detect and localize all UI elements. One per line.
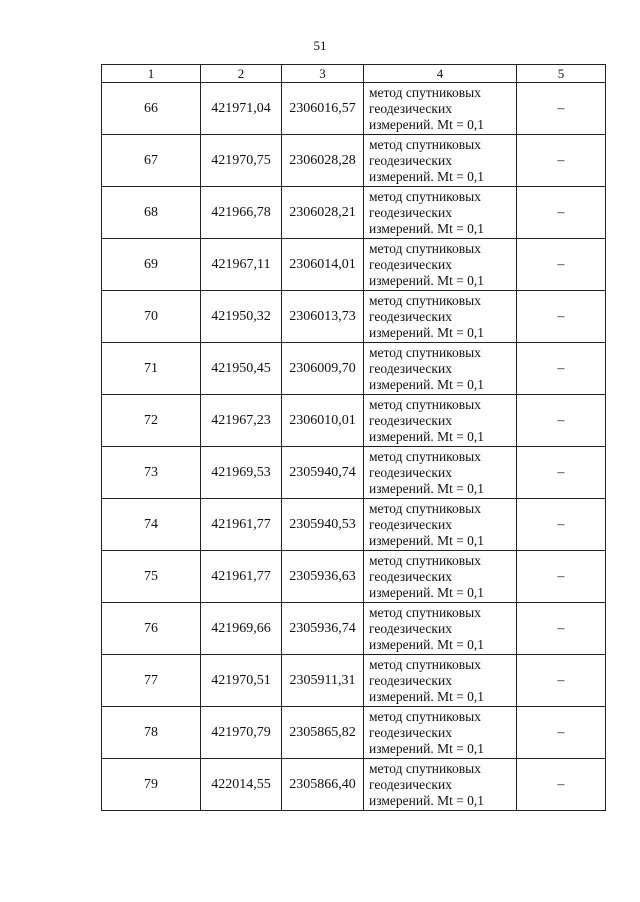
y-coordinate-cell: 2305940,53 — [282, 499, 364, 551]
x-coordinate-cell: 421967,11 — [201, 239, 282, 291]
method-line: геодезических — [369, 256, 452, 272]
y-coordinate-cell: 2306028,28 — [282, 135, 364, 187]
method-cell — [364, 187, 517, 239]
y-coordinate-cell: 2306009,70 — [282, 343, 364, 395]
method-line: измерений. Mt = 0,1 — [369, 220, 485, 236]
table-row — [102, 135, 606, 187]
table-row — [102, 655, 606, 707]
column-header-2: 2 — [201, 65, 282, 83]
table-row — [102, 83, 606, 135]
x-coordinate-cell: 421969,66 — [201, 603, 282, 655]
method-line: геодезических — [369, 568, 452, 584]
method-line: измерений. Mt = 0,1 — [369, 740, 485, 756]
table-row — [102, 447, 606, 499]
method-line: геодезических — [369, 516, 452, 532]
method-cell — [364, 135, 517, 187]
column-header-5: 5 — [517, 65, 606, 83]
x-coordinate-cell: 422014,55 — [201, 759, 282, 811]
method-line: геодезических — [369, 672, 452, 688]
note-cell: – — [517, 291, 606, 343]
point-number-cell: 77 — [102, 655, 201, 707]
note-cell: – — [517, 187, 606, 239]
method-line: метод спутниковых — [369, 188, 481, 204]
table-row — [102, 707, 606, 759]
method-cell — [364, 291, 517, 343]
table-row — [102, 239, 606, 291]
note-cell: – — [517, 603, 606, 655]
y-coordinate-cell: 2306016,57 — [282, 83, 364, 135]
method-cell — [364, 239, 517, 291]
point-number-cell: 74 — [102, 499, 201, 551]
point-number-cell: 69 — [102, 239, 201, 291]
y-coordinate-cell: 2305936,63 — [282, 551, 364, 603]
method-cell — [364, 499, 517, 551]
point-number-cell: 78 — [102, 707, 201, 759]
note-cell: – — [517, 499, 606, 551]
table-row — [102, 603, 606, 655]
table-row — [102, 291, 606, 343]
y-coordinate-cell: 2305865,82 — [282, 707, 364, 759]
method-cell — [364, 707, 517, 759]
x-coordinate-cell: 421967,23 — [201, 395, 282, 447]
method-line: метод спутниковых — [369, 448, 481, 464]
note-cell: – — [517, 759, 606, 811]
note-cell: – — [517, 239, 606, 291]
coordinates-table — [101, 64, 606, 811]
point-number-cell: 68 — [102, 187, 201, 239]
method-line: геодезических — [369, 776, 452, 792]
x-coordinate-cell: 421961,77 — [201, 551, 282, 603]
method-line: метод спутниковых — [369, 656, 481, 672]
method-line: измерений. Mt = 0,1 — [369, 272, 485, 288]
point-number-cell: 67 — [102, 135, 201, 187]
point-number-cell: 71 — [102, 343, 201, 395]
table-row — [102, 499, 606, 551]
x-coordinate-cell: 421966,78 — [201, 187, 282, 239]
point-number-cell: 72 — [102, 395, 201, 447]
method-cell — [364, 759, 517, 811]
method-line: геодезических — [369, 360, 452, 376]
table-row — [102, 759, 606, 811]
method-cell — [364, 447, 517, 499]
method-line: метод спутниковых — [369, 292, 481, 308]
method-line: геодезических — [369, 204, 452, 220]
x-coordinate-cell: 421950,32 — [201, 291, 282, 343]
method-line: геодезических — [369, 308, 452, 324]
method-line: геодезических — [369, 724, 452, 740]
point-number-cell: 76 — [102, 603, 201, 655]
note-cell: – — [517, 707, 606, 759]
method-cell — [364, 655, 517, 707]
method-cell — [364, 603, 517, 655]
note-cell: – — [517, 343, 606, 395]
method-cell — [364, 343, 517, 395]
method-line: измерений. Mt = 0,1 — [369, 116, 485, 132]
table-body — [102, 83, 606, 811]
x-coordinate-cell: 421969,53 — [201, 447, 282, 499]
header-row — [102, 65, 606, 83]
method-line: измерений. Mt = 0,1 — [369, 532, 485, 548]
method-line: измерений. Mt = 0,1 — [369, 584, 485, 600]
method-line: измерений. Mt = 0,1 — [369, 688, 485, 704]
y-coordinate-cell: 2305866,40 — [282, 759, 364, 811]
method-line: метод спутниковых — [369, 760, 481, 776]
method-line: метод спутниковых — [369, 552, 481, 568]
method-line: измерений. Mt = 0,1 — [369, 376, 485, 392]
point-number-cell: 70 — [102, 291, 201, 343]
x-coordinate-cell: 421970,75 — [201, 135, 282, 187]
y-coordinate-cell: 2305911,31 — [282, 655, 364, 707]
method-line: метод спутниковых — [369, 708, 481, 724]
method-line: измерений. Mt = 0,1 — [369, 636, 485, 652]
note-cell: – — [517, 551, 606, 603]
method-line: метод спутниковых — [369, 396, 481, 412]
point-number-cell: 66 — [102, 83, 201, 135]
method-cell — [364, 83, 517, 135]
x-coordinate-cell: 421971,04 — [201, 83, 282, 135]
method-line: метод спутниковых — [369, 344, 481, 360]
method-line: измерений. Mt = 0,1 — [369, 792, 485, 808]
method-line: геодезических — [369, 152, 452, 168]
method-line: геодезических — [369, 412, 452, 428]
x-coordinate-cell: 421961,77 — [201, 499, 282, 551]
note-cell: – — [517, 447, 606, 499]
method-line: метод спутниковых — [369, 500, 481, 516]
y-coordinate-cell: 2305936,74 — [282, 603, 364, 655]
table-row — [102, 551, 606, 603]
point-number-cell: 73 — [102, 447, 201, 499]
method-line: метод спутниковых — [369, 240, 481, 256]
method-line: геодезических — [369, 464, 452, 480]
point-number-cell: 75 — [102, 551, 201, 603]
x-coordinate-cell: 421970,79 — [201, 707, 282, 759]
column-header-1: 1 — [102, 65, 201, 83]
method-line: геодезических — [369, 620, 452, 636]
note-cell: – — [517, 655, 606, 707]
method-line: метод спутниковых — [369, 136, 481, 152]
table-row — [102, 187, 606, 239]
table-row — [102, 395, 606, 447]
table-row — [102, 343, 606, 395]
y-coordinate-cell: 2306010,01 — [282, 395, 364, 447]
method-line: метод спутниковых — [369, 84, 481, 100]
y-coordinate-cell: 2306028,21 — [282, 187, 364, 239]
page-number: 51 — [313, 38, 327, 53]
method-cell — [364, 551, 517, 603]
method-line: геодезических — [369, 100, 452, 116]
y-coordinate-cell: 2306013,73 — [282, 291, 364, 343]
y-coordinate-cell: 2305940,74 — [282, 447, 364, 499]
method-line: метод спутниковых — [369, 604, 481, 620]
method-line: измерений. Mt = 0,1 — [369, 480, 485, 496]
method-cell — [364, 395, 517, 447]
note-cell: – — [517, 395, 606, 447]
method-line: измерений. Mt = 0,1 — [369, 168, 485, 184]
method-line: измерений. Mt = 0,1 — [369, 428, 485, 444]
y-coordinate-cell: 2306014,01 — [282, 239, 364, 291]
column-header-4: 4 — [364, 65, 517, 83]
point-number-cell: 79 — [102, 759, 201, 811]
note-cell: – — [517, 135, 606, 187]
method-line: измерений. Mt = 0,1 — [369, 324, 485, 340]
note-cell: – — [517, 83, 606, 135]
x-coordinate-cell: 421950,45 — [201, 343, 282, 395]
x-coordinate-cell: 421970,51 — [201, 655, 282, 707]
column-header-3: 3 — [282, 65, 364, 83]
